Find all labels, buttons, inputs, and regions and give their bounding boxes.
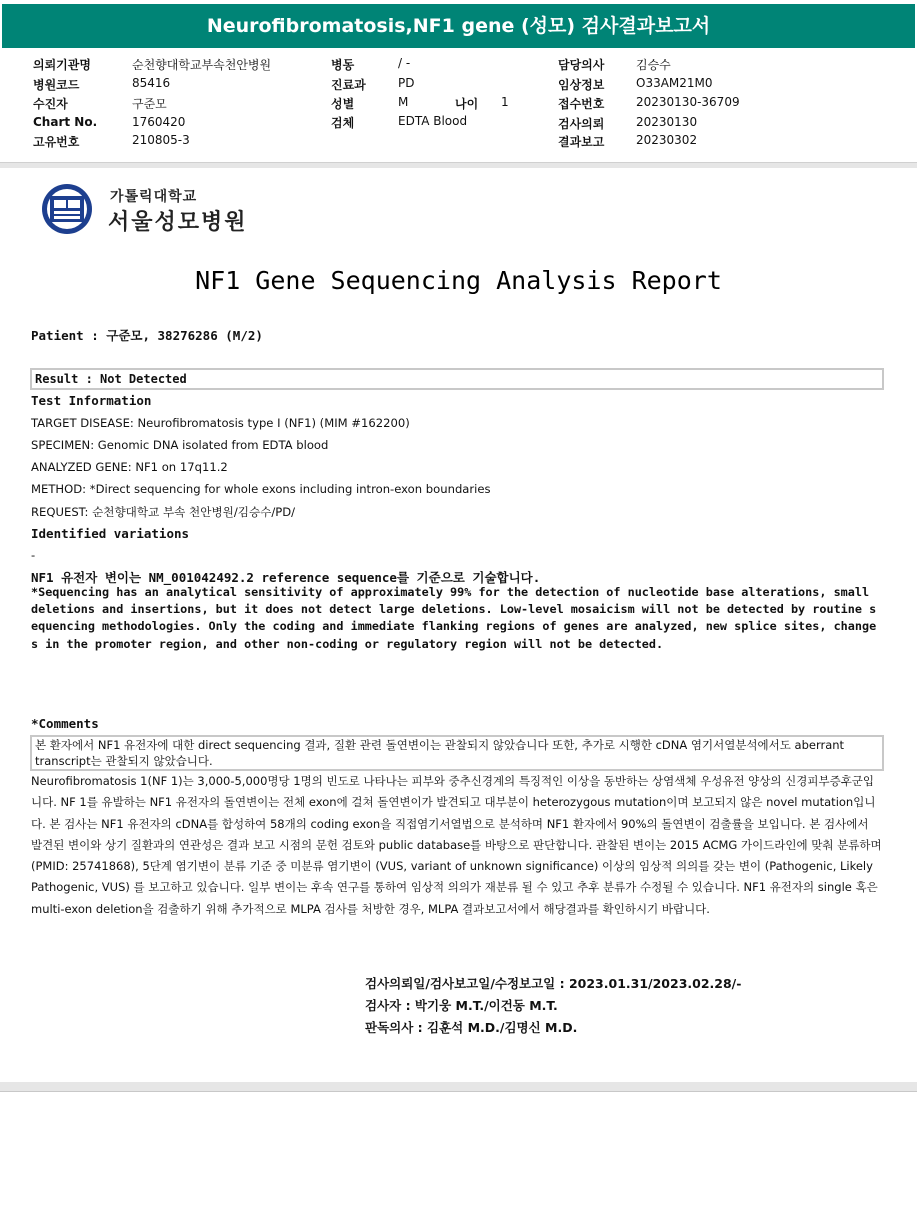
value-department: PD xyxy=(398,76,415,90)
reference-note: NF1 유전자 변이는 NM_001042492.2 reference sequence를 기준으로 기술합니다. xyxy=(31,570,541,585)
comment-body: Neurofibromatosis 1(NF 1)는 3,000-5,000명당 1명의 빈도로 나타나는 피부와 중추신경계의 특징적인 이상을 동반하는 상염색체 우성유전 양상의 신경피부증후군입니다. NF 1를 유발하는 NF1 유전자의 돌연변이는 전체 exon에 걸쳐 돌연변이가 발견되고 대부분이 heterozygous mutation이며 보고되지 않은 novel mutation입니다. 본 검사는 NF1 유전자의 cDNA를 합성하여 58개의 coding exon을 직접염기서열법으로 분석하며 NF1 환자에서 90%의 돌연변이 검출률을 보입니다. 본 검사에서 발견된 변이와 상기 질환과의 연관성은 결과 보고 시점의 문헌 검토와 public database를 바탕으로 판단합니다. 관찰된 변이는 2015 ACMG 가이드라인에 맞춰 분류하며 (PMID: 25741868), 5단계 염기변이 분류 기준 중 미분류 염기변이 (VUS, variant of unknown significance) 이상의 임상적 의의를 갖는 변이 (Pathogenic, Likely Pathogenic, VUS) 를 보고하고 있습니다. 일부 변이는 후속 연구를 통하여 임상적 의의가 재분류 될 수 있고 추후 분류가 수정될 수 있습니다. NF1 유전자의 single 혹은 multi-exon deletion을 검출하기 위해 추가적으로 MLPA 검사를 처방한 경우, MLPA 결과보고서에서 해당결과를 확인하시기 바랍니다. xyxy=(31,774,882,916)
method-line: METHOD: *Direct sequencing for whole exons including intron-exon boundaries xyxy=(31,482,491,496)
label-report-date: 결과보고 xyxy=(558,135,605,149)
label-institution: 의뢰기관명 xyxy=(33,58,91,72)
request-line: REQUEST: 순천향대학교 부속 천안병원/김승수/PD/ xyxy=(31,505,296,519)
sensitivity-note: *Sequencing has an analytical sensitivity of approximately 99% for the detection of nucleotide base alterations, small deletions and insertions, but it does not detect large deletions. Low-level mosaicism will not be detected by routine sequencing methodologies. Only the coding and immediate flanking regions of genes are analyzed, new splice sites, changes in the promoter region, and other non-coding or regulatory region will not be detected. xyxy=(31,585,877,651)
logo-hospital-name: 서울성모병원 xyxy=(108,210,248,235)
value-institution: 순천향대학교부속천안병원 xyxy=(132,58,272,72)
value-ward: / - xyxy=(398,56,411,70)
label-department: 진료과 xyxy=(331,78,366,92)
test-info-heading: Test Information xyxy=(31,393,152,408)
label-ward: 병동 xyxy=(331,58,355,72)
value-unique-no: 210805-3 xyxy=(132,133,190,147)
analyzed-gene: ANALYZED GENE: NF1 on 17q11.2 xyxy=(31,460,228,474)
value-patient: 구준모 xyxy=(132,97,167,111)
value-report-date: 20230302 xyxy=(636,133,698,147)
examiners: 검사자 : 박기웅 M.T./이건동 M.T. xyxy=(365,998,558,1013)
value-hospital-code: 85416 xyxy=(132,76,171,90)
identified-variations-value: - xyxy=(31,548,36,562)
value-chart-no: 1760420 xyxy=(132,115,186,129)
label-unique-no: 고유번호 xyxy=(33,135,80,149)
patient-info-panel xyxy=(0,52,917,156)
report-heading: NF1 Gene Sequencing Analysis Report xyxy=(195,266,722,295)
value-request-date: 20230130 xyxy=(636,115,698,129)
identified-variations-heading: Identified variations xyxy=(31,526,190,541)
value-specimen: EDTA Blood xyxy=(398,114,468,128)
result-box: Result : Not Detected xyxy=(30,368,884,390)
target-disease: TARGET DISEASE: Neurofibromatosis type I (NF1) (MIM #162200) xyxy=(31,416,410,430)
comment-summary-box: 본 환자에서 NF1 유전자에 대한 direct sequencing 결과, 질환 관련 돌연변이는 관찰되지 않았습니다 또한, 추가로 시행한 cDNA 염기서열분석에서도 aberrant transcript는 관찰되지 않았습니다. xyxy=(30,735,884,771)
label-chart-no: Chart No. xyxy=(33,115,98,129)
label-sex: 성별 xyxy=(331,97,355,111)
footer-divider xyxy=(0,1082,917,1092)
label-hospital-code: 병원코드 xyxy=(33,78,80,92)
label-specimen: 검체 xyxy=(331,116,355,130)
label-request-date: 검사의뢰 xyxy=(558,117,605,131)
label-clinical-info: 임상정보 xyxy=(558,78,605,92)
value-receipt-no: 20230130-36709 xyxy=(636,95,740,109)
logo-university-name: 가톨릭대학교 xyxy=(110,189,198,205)
value-clinical-info: O33AM21M0 xyxy=(636,76,713,90)
report-title-bar: Neurofibromatosis,NF1 gene (성모) 검사결과보고서 xyxy=(2,4,915,48)
value-sex: M xyxy=(398,95,409,109)
specimen-line: SPECIMEN: Genomic DNA isolated from EDTA blood xyxy=(31,438,329,452)
header-divider xyxy=(0,162,917,168)
value-age: 1 xyxy=(501,95,509,109)
label-receipt-no: 접수번호 xyxy=(558,97,605,111)
comments-heading: *Comments xyxy=(31,716,99,731)
patient-line: Patient : 구준모, 38276286 (M/2) xyxy=(31,328,263,343)
reading-physicians: 판독의사 : 김훈석 M.D./김명신 M.D. xyxy=(365,1020,578,1035)
report-dates: 검사의뢰일/검사보고일/수정보고일 : 2023.01.31/2023.02.28/- xyxy=(365,976,742,991)
label-doctor: 담당의사 xyxy=(558,58,605,72)
label-age: 나이 xyxy=(455,97,479,111)
label-patient: 수진자 xyxy=(33,97,68,111)
value-doctor: 김승수 xyxy=(636,58,671,72)
